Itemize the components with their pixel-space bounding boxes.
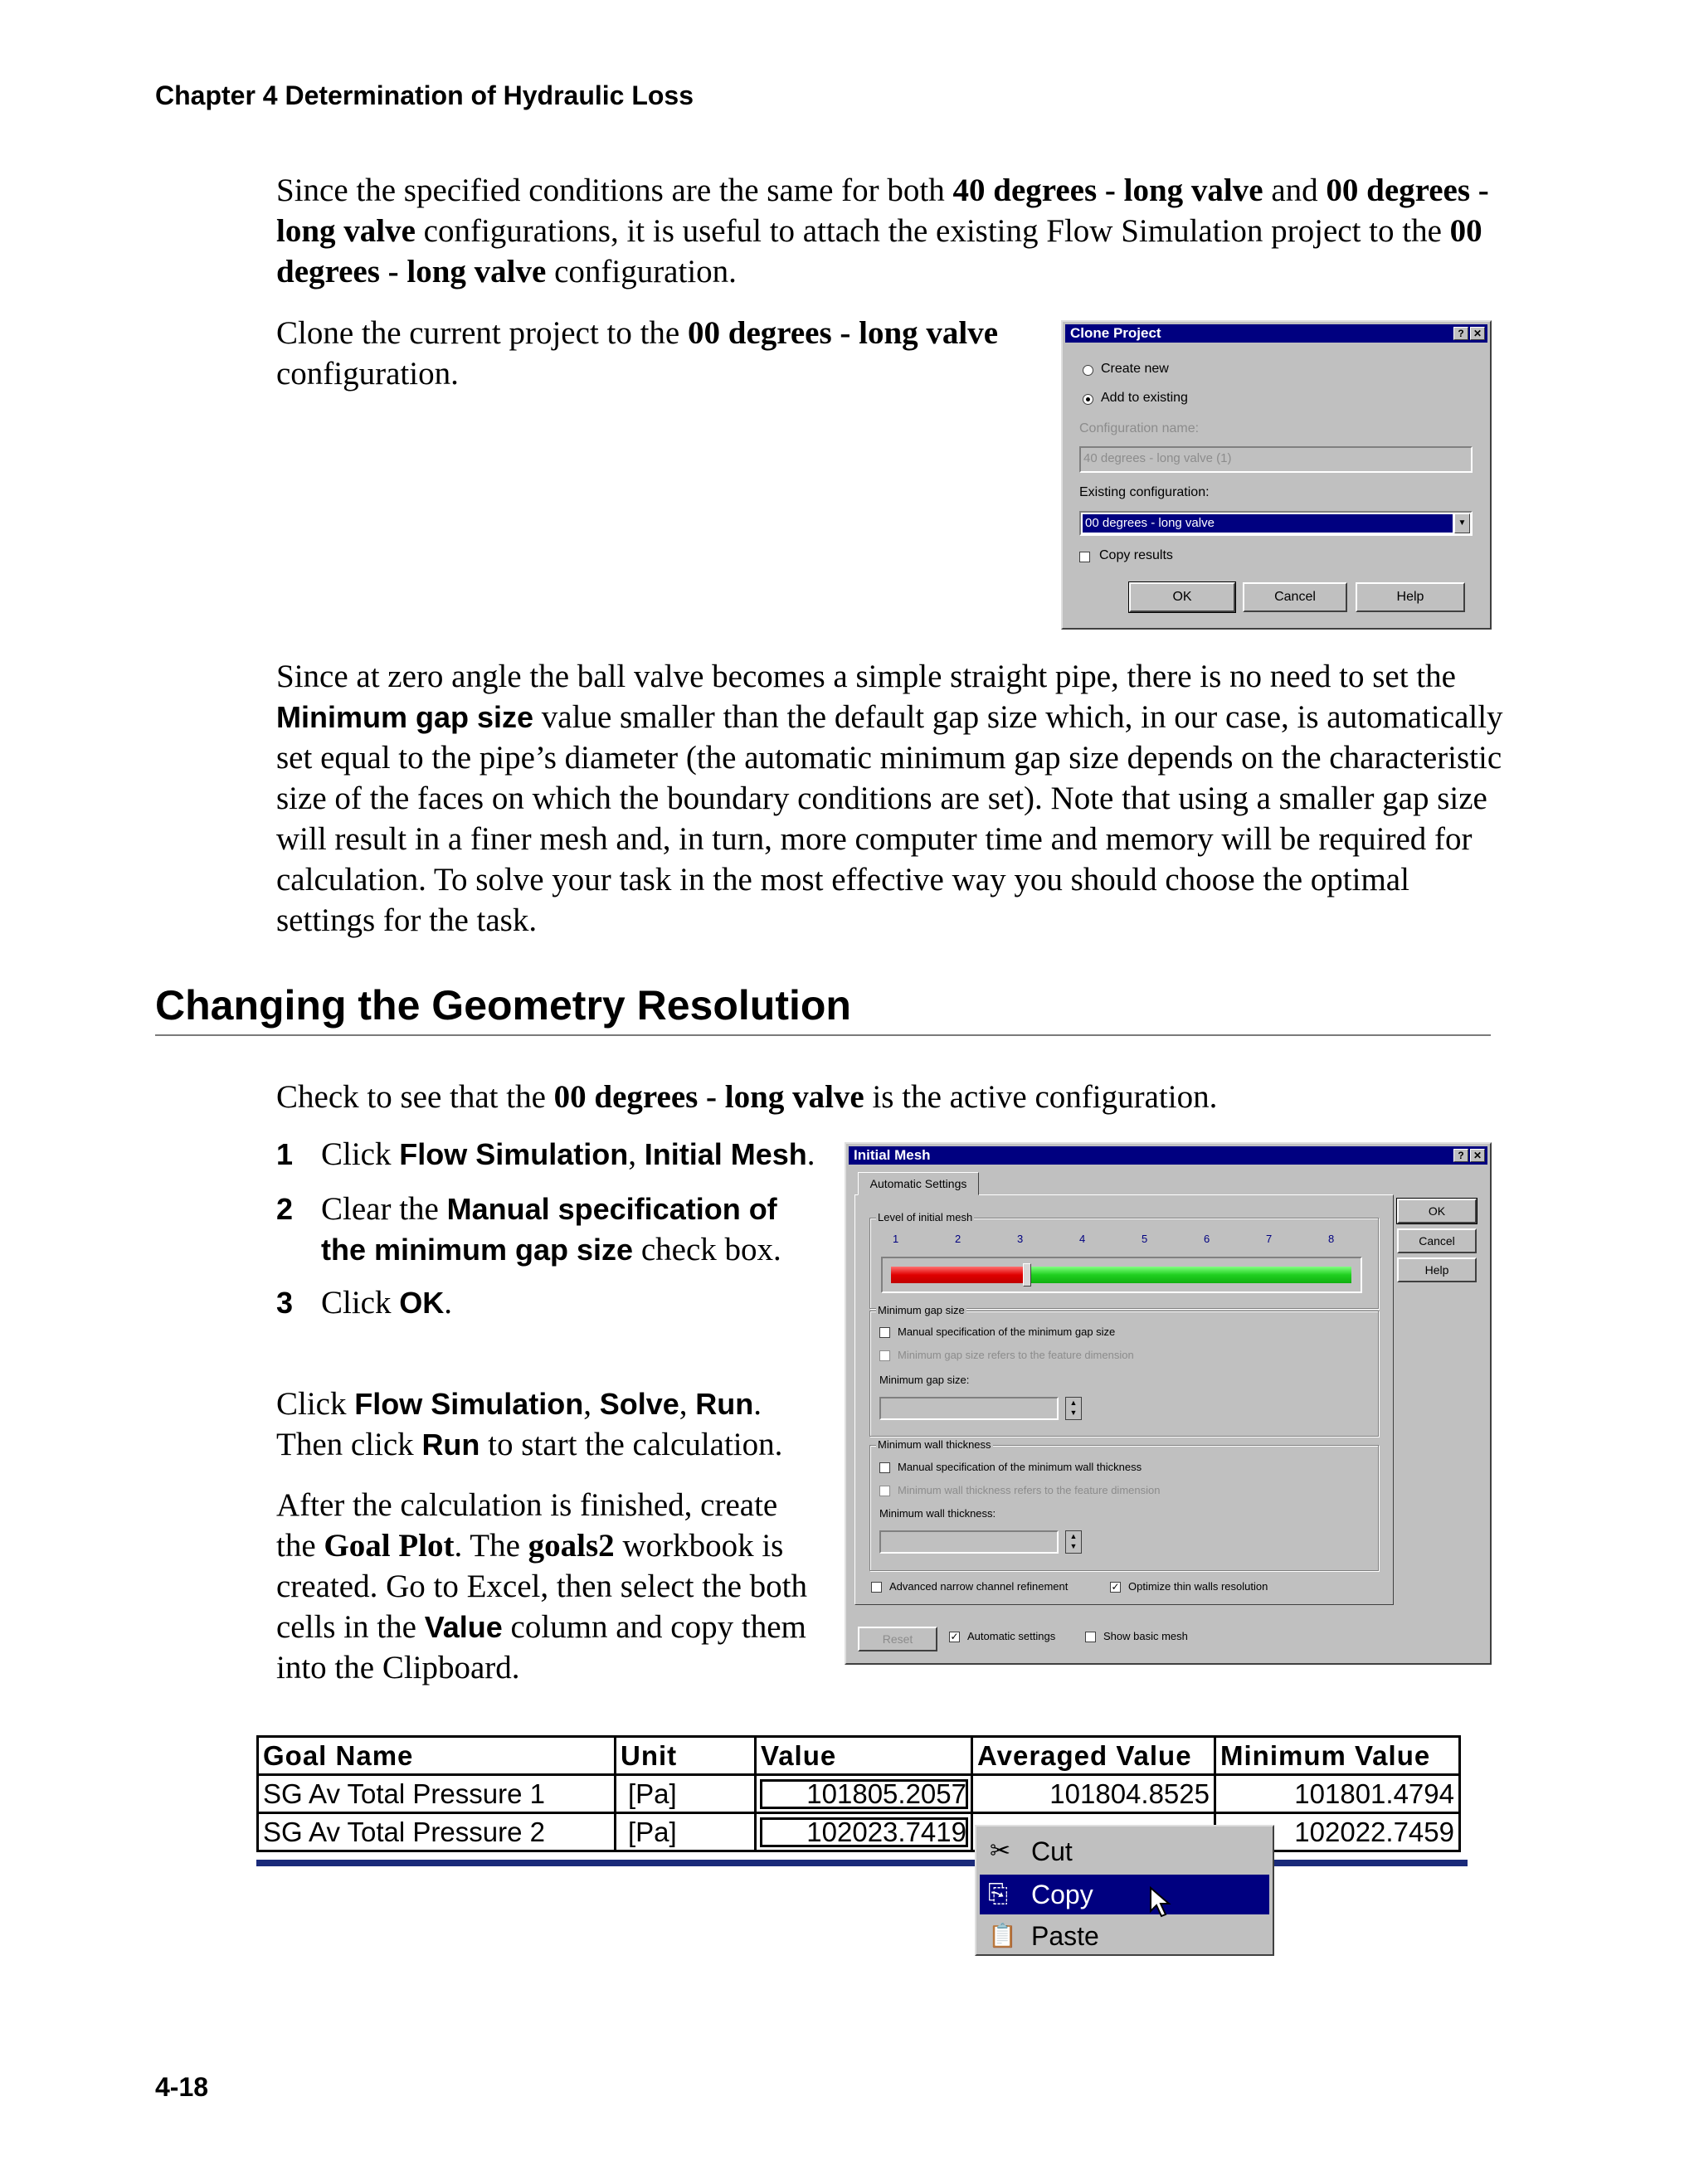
dialog-title: Clone Project	[1065, 324, 1487, 343]
text: workbook is	[614, 1528, 784, 1564]
bold-term: Run	[695, 1387, 754, 1421]
slider-fill-red	[891, 1267, 1023, 1283]
text: is the active configuration.	[864, 1079, 1218, 1115]
section-rule	[155, 1034, 1491, 1036]
chevron-down-icon[interactable]: ▼	[1454, 513, 1470, 533]
bold-term: Minimum gap size	[276, 700, 534, 734]
table-cell[interactable]: SG Av Total Pressure 1	[258, 1775, 616, 1813]
bold-term: 00 degrees - long valve	[276, 213, 1482, 289]
show-basic-label: Show basic mesh	[1103, 1630, 1188, 1642]
level-tick-label: 3	[1017, 1233, 1024, 1245]
text: the	[276, 1528, 324, 1564]
gap-refers-checkbox[interactable]	[879, 1350, 890, 1361]
text: Click	[321, 1136, 400, 1172]
tab-automatic-settings[interactable]: Automatic Settings	[858, 1172, 979, 1195]
dialog-title: Initial Mesh	[849, 1146, 1487, 1165]
header-cell: Minimum Value	[1215, 1737, 1460, 1775]
clone-instruction	[276, 313, 1039, 394]
menu-item-label: Cut	[1031, 1836, 1073, 1866]
text: Since the specified conditions are the same for both	[276, 173, 953, 208]
menu-item-copy[interactable]	[980, 1875, 1269, 1914]
table-cell[interactable]: [Pa]	[616, 1813, 756, 1851]
existing-config-select[interactable]	[1079, 511, 1473, 536]
wall-thickness-spinner[interactable]: ▲ ▼	[1065, 1530, 1082, 1554]
page-number: 4-18	[155, 2072, 209, 2102]
level-tick-label: 7	[1266, 1233, 1273, 1245]
bold-term: the minimum gap size	[321, 1233, 634, 1267]
optimize-checkbox[interactable]: ✓	[1111, 1581, 1120, 1593]
menu-item-paste[interactable]	[980, 1916, 1269, 1956]
table-cell-selected[interactable]: 102023.7419	[756, 1813, 972, 1851]
text: column and copy them	[502, 1609, 806, 1645]
bold-term: OK	[399, 1286, 445, 1320]
section-heading: Changing the Geometry Resolution	[155, 982, 851, 1029]
table-cell[interactable]: 102022.7459	[1215, 1813, 1460, 1851]
text: and	[1263, 173, 1327, 208]
bold-term: Flow Simulation	[354, 1387, 584, 1421]
slider-fill-green	[1031, 1267, 1351, 1283]
table-cell[interactable]: 101804.8525	[972, 1775, 1215, 1813]
close-icon[interactable]: ✕	[1470, 327, 1485, 340]
close-icon[interactable]: ✕	[1470, 1149, 1485, 1162]
wall-refers-label: Minimum wall thickness refers to the feature dimension	[898, 1484, 1161, 1496]
step-number: 3	[276, 1286, 294, 1320]
level-tick-label: 6	[1204, 1233, 1210, 1245]
text: cells in the	[276, 1609, 425, 1645]
existing-config-label: Existing configuration:	[1079, 485, 1210, 499]
text: ,	[583, 1386, 600, 1422]
scissors-icon: ✂	[990, 1837, 1011, 1865]
header-cell: Averaged Value	[972, 1737, 1215, 1775]
header-cell: Value	[756, 1737, 972, 1775]
level-tick-label: 4	[1079, 1233, 1086, 1245]
level-slider-thumb[interactable]	[1023, 1263, 1031, 1287]
existing-config-value: 00 degrees - long valve	[1083, 514, 1453, 533]
bold-term: 40 degrees - long valve	[952, 173, 1263, 208]
help-icon[interactable]: ?	[1453, 327, 1468, 340]
bold-term: 00 degrees - long valve	[276, 173, 1489, 249]
level-tick-label: 5	[1142, 1233, 1148, 1245]
intro-paragraph	[276, 170, 1504, 292]
text: created. Go to Excel, then select the both	[276, 1569, 807, 1604]
next-row-selection-bar	[256, 1860, 1468, 1866]
text: ,	[679, 1386, 696, 1422]
level-tick-label: 8	[1328, 1233, 1335, 1245]
copy-icon: ⎘	[988, 1880, 1008, 1908]
chapter-header: Chapter 4 Determination of Hydraulic Loss	[155, 80, 694, 110]
gap-group-label: Minimum gap size	[878, 1304, 965, 1316]
level-tick-label: 2	[955, 1233, 961, 1245]
bold-term: Manual specification of	[446, 1192, 777, 1226]
auto-settings-label: Automatic settings	[967, 1630, 1056, 1642]
ok-button[interactable]: OK	[1397, 1199, 1477, 1223]
table-cell[interactable]: 101801.4794	[1215, 1775, 1460, 1813]
text: to start the calculation.	[480, 1427, 783, 1462]
bold-term: Initial Mesh	[644, 1137, 807, 1171]
text: .	[444, 1285, 452, 1321]
show-basic-checkbox[interactable]	[1085, 1632, 1096, 1642]
wall-refers-checkbox[interactable]	[879, 1486, 890, 1496]
text: configurations, it is useful to attach the existing Flow Simulation project to the	[415, 213, 1450, 249]
text: into the Clipboard.	[276, 1650, 520, 1685]
table-cell-selected[interactable]: 101805.2057	[756, 1775, 972, 1813]
wall-manual-checkbox[interactable]	[879, 1462, 890, 1473]
config-name-input[interactable]: 40 degrees - long valve (1)	[1079, 446, 1473, 473]
menu-item-label: Copy	[1031, 1880, 1093, 1909]
menu-item-label: Paste	[1031, 1921, 1099, 1951]
gap-manual-checkbox[interactable]	[879, 1327, 890, 1338]
clone-project-dialog	[1061, 320, 1492, 630]
cancel-button[interactable]: Cancel	[1243, 582, 1347, 612]
text: Clear the	[321, 1191, 447, 1227]
text: check box.	[633, 1232, 781, 1267]
help-icon[interactable]: ?	[1453, 1149, 1468, 1162]
level-group-label: Level of initial mesh	[878, 1211, 973, 1223]
wall-thickness-input[interactable]	[879, 1530, 1059, 1554]
radio-create-new-label: Create new	[1101, 362, 1169, 376]
text: Then click	[276, 1427, 422, 1462]
auto-settings-checkbox[interactable]: ✓	[950, 1631, 959, 1642]
gap-size-spinner[interactable]: ▲ ▼	[1065, 1397, 1082, 1420]
text: configuration.	[276, 356, 459, 392]
reset-button[interactable]: Reset	[858, 1627, 937, 1651]
gap-manual-label: Manual specification of the minimum gap size	[898, 1325, 1116, 1338]
text: ,	[628, 1136, 645, 1172]
gap-size-paragraph	[276, 656, 1504, 941]
context-menu	[975, 1825, 1274, 1956]
radio-add-to-existing-label: Add to existing	[1101, 391, 1188, 405]
header-cell: Unit	[616, 1737, 756, 1775]
optimize-label: Optimize thin walls resolution	[1128, 1580, 1268, 1593]
active-config-paragraph	[276, 1077, 1504, 1117]
text: Check to see that the	[276, 1079, 554, 1115]
gap-size-label: Minimum gap size:	[879, 1374, 970, 1386]
help-button[interactable]: Help	[1397, 1257, 1477, 1282]
clipboard-icon: 📋	[988, 1923, 1017, 1948]
table-row	[258, 1775, 1460, 1813]
config-name-label: Configuration name:	[1079, 421, 1200, 435]
step-number: 1	[276, 1137, 294, 1171]
bold-term: 00 degrees - long valve	[553, 1079, 864, 1115]
radio-create-new[interactable]	[1083, 365, 1093, 376]
goals-table	[256, 1735, 1461, 1852]
bold-term: Flow Simulation	[399, 1137, 629, 1171]
bold-term: Solve	[599, 1387, 679, 1421]
gap-refers-label: Minimum gap size refers to the feature dimension	[898, 1349, 1134, 1361]
bold-term: Value	[424, 1610, 503, 1644]
bold-term: Run	[421, 1428, 480, 1462]
text: .	[753, 1386, 762, 1422]
gap-size-input[interactable]	[879, 1397, 1059, 1420]
table-header-row	[258, 1737, 1460, 1775]
bold-term: 00 degrees - long valve	[688, 315, 999, 351]
text: After the calculation is finished, create	[276, 1487, 778, 1523]
initial-mesh-dialog	[845, 1142, 1492, 1665]
text: value smaller than the default gap size which, in our case, is automatically set equal to the pipe’s diameter (the automatic minimum gap size depends on the characteristic size of the faces on which the boundary conditions are set). Note that using a smaller gap size will result in a finer mesh and, in turn, more computer time and memory will be required for calculation. To solve your task in the most effective way you should choose the optimal settings for the task.	[276, 699, 1503, 938]
text: . The	[454, 1528, 528, 1564]
advanced-checkbox[interactable]	[871, 1582, 882, 1593]
text: Since at zero angle the ball valve becomes a simple straight pipe, there is no need to set the	[276, 659, 1456, 694]
wall-group-label: Minimum wall thickness	[878, 1438, 991, 1451]
radio-add-to-existing[interactable]	[1083, 394, 1093, 405]
wall-manual-label: Manual specification of the minimum wall thickness	[898, 1461, 1142, 1473]
table-cell[interactable]: [Pa]	[616, 1775, 756, 1813]
text: Clone the current project to the	[276, 315, 688, 351]
bold-term: goals2	[528, 1528, 615, 1564]
level-slider-track[interactable]	[881, 1257, 1362, 1293]
run-instruction	[276, 1384, 857, 1465]
text: configuration.	[546, 254, 737, 289]
mouse-cursor-icon	[1149, 1886, 1174, 1919]
table-row	[258, 1813, 1460, 1851]
bold-term: Goal Plot	[324, 1528, 455, 1564]
ok-button[interactable]: OK	[1129, 582, 1235, 612]
copy-instruction	[276, 1485, 874, 1688]
menu-item-cut[interactable]	[980, 1831, 1269, 1871]
text: .	[806, 1136, 815, 1172]
level-tick-label: 1	[893, 1233, 899, 1245]
text: Click	[321, 1285, 400, 1321]
cancel-button[interactable]: Cancel	[1397, 1228, 1477, 1253]
table-cell[interactable]: SG Av Total Pressure 2	[258, 1813, 616, 1851]
help-button[interactable]: Help	[1356, 582, 1465, 612]
wall-thickness-label: Minimum wall thickness:	[879, 1507, 996, 1520]
copy-results-checkbox[interactable]	[1079, 552, 1090, 562]
text: Click	[276, 1386, 355, 1422]
advanced-label: Advanced narrow channel refinement	[889, 1580, 1069, 1593]
copy-results-label: Copy results	[1099, 548, 1173, 562]
header-cell: Goal Name	[258, 1737, 616, 1775]
step-number: 2	[276, 1192, 294, 1226]
